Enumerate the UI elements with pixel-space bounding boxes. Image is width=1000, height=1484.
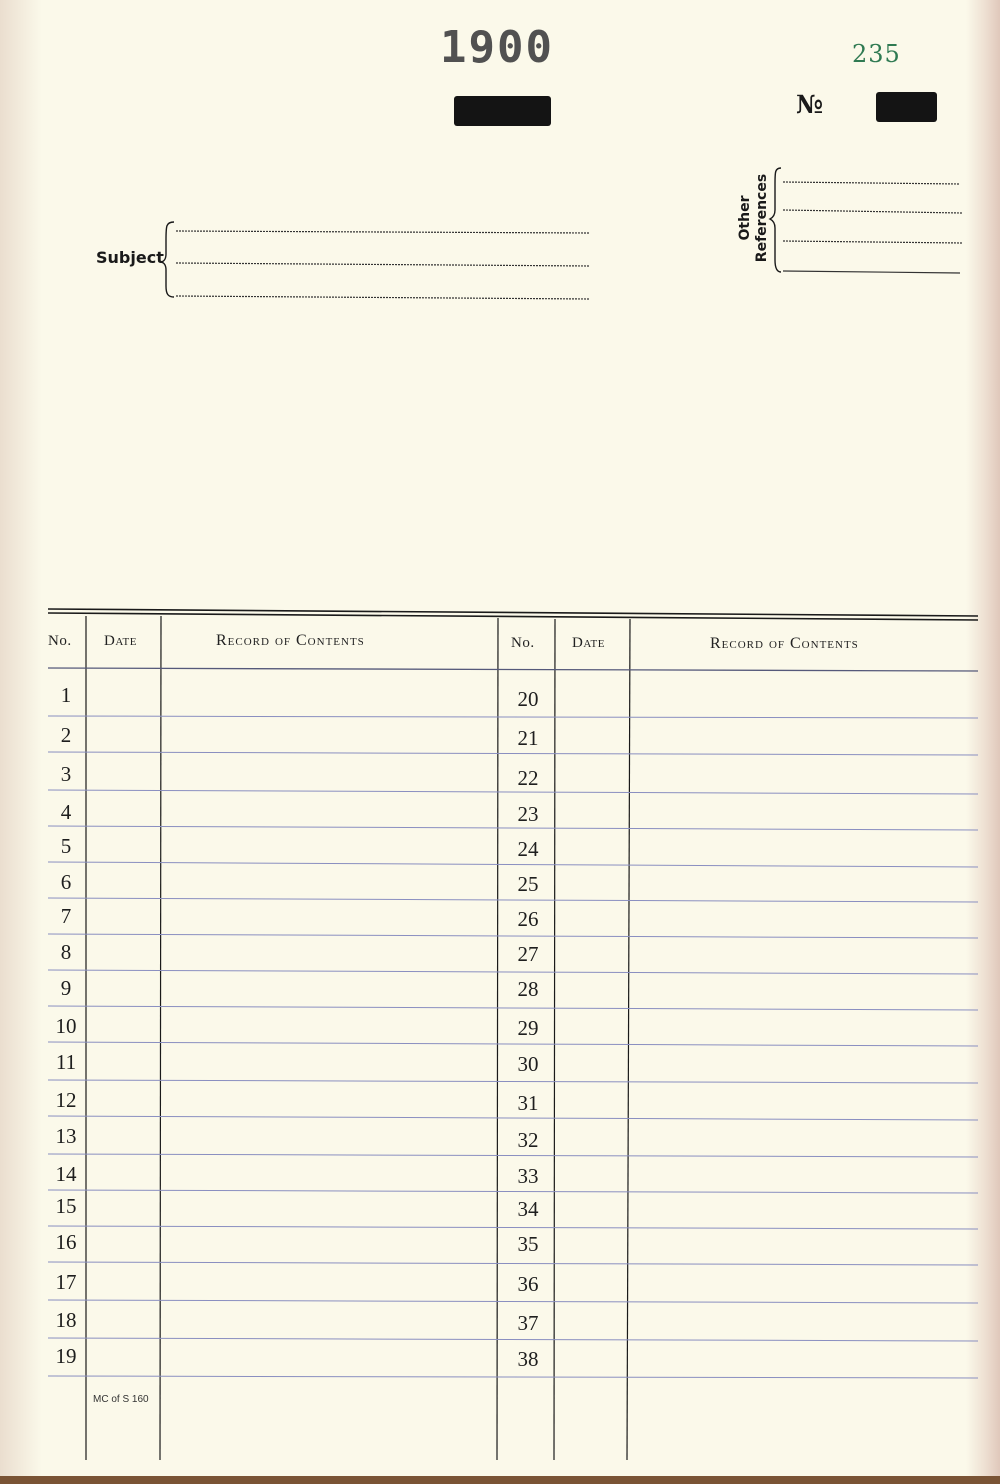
right-row-number: 20 (517, 687, 539, 711)
year-stamp: 1900 (440, 22, 554, 73)
reference-line-4[interactable] (783, 271, 960, 273)
number-label: № (796, 90, 824, 119)
right-no-header: No. (511, 635, 535, 651)
right-row-number: 27 (517, 942, 539, 966)
subject-brace (160, 222, 174, 297)
right-row-number: 31 (517, 1091, 539, 1115)
right-date-header: Date (572, 635, 605, 651)
ruled-row-line (48, 716, 978, 718)
ruled-row-line (48, 1116, 978, 1120)
subject-line-1[interactable] (176, 231, 590, 233)
left-row-number: 9 (60, 976, 72, 1000)
left-date-column-rule (160, 616, 161, 1460)
left-row-number: 1 (60, 683, 72, 707)
ruled-row-line (48, 1338, 978, 1341)
reference-line-1[interactable] (783, 182, 960, 184)
table-top-rule-1 (48, 609, 978, 616)
right-row-number: 29 (517, 1016, 539, 1040)
left-row-number: 3 (60, 762, 72, 786)
ruled-row-line (48, 1042, 978, 1046)
right-row-number: 21 (517, 726, 539, 750)
right-row-number: 28 (517, 977, 539, 1001)
right-row-number: 26 (517, 907, 539, 931)
file-number-stamp: 235 (852, 40, 901, 68)
right-row-number: 22 (517, 766, 539, 790)
left-row-number: 15 (55, 1194, 77, 1218)
ruled-row-line (48, 970, 978, 974)
reference-line-2[interactable] (783, 210, 962, 213)
right-row-number: 35 (517, 1232, 539, 1256)
right-row-number: 32 (517, 1128, 539, 1152)
ruled-row-line (48, 668, 978, 671)
middle-column-rule (497, 618, 498, 1460)
right-row-number: 33 (517, 1164, 539, 1188)
left-row-number: 5 (60, 834, 72, 858)
right-row-number: 23 (517, 802, 539, 826)
left-row-number: 18 (55, 1308, 77, 1332)
other-references-label-line2: References (754, 173, 770, 263)
ruled-row-line (48, 1226, 978, 1229)
left-row-number: 13 (55, 1124, 77, 1148)
ruled-row-line (48, 1376, 978, 1378)
right-row-number: 25 (517, 872, 539, 896)
right-row-number: 30 (517, 1052, 539, 1076)
right-row-number: 37 (517, 1311, 539, 1335)
ruled-row-line (48, 934, 978, 938)
ruled-row-line (48, 1262, 978, 1265)
left-row-number: 8 (60, 940, 72, 964)
subject-label: Subject (96, 248, 164, 267)
ruled-row-line (48, 1190, 978, 1193)
right-no-column-rule (554, 619, 555, 1460)
right-row-number: 38 (517, 1347, 539, 1371)
left-no-header: No. (48, 633, 72, 649)
ruled-row-line (48, 1154, 978, 1157)
table-top-rule-2 (48, 613, 978, 620)
right-row-number: 36 (517, 1272, 539, 1296)
ruled-row-line (48, 1300, 978, 1303)
print-code: MC of S 160 (93, 1394, 149, 1405)
left-row-number: 4 (60, 800, 72, 824)
subject-line-3[interactable] (176, 296, 590, 299)
ruled-row-line (48, 898, 978, 902)
ruled-row-line (48, 1080, 978, 1083)
subject-line-2[interactable] (176, 263, 590, 266)
left-record-header: Record of Contents (216, 632, 365, 649)
left-row-number: 6 (60, 870, 72, 894)
ruled-row-line (48, 1006, 978, 1010)
right-row-number: 34 (517, 1197, 539, 1221)
right-date-column-rule (627, 619, 630, 1460)
right-record-header: Record of Contents (710, 635, 859, 652)
left-row-number: 17 (55, 1270, 77, 1294)
paper-bottom-edge (0, 1476, 1000, 1484)
other-references-label-line1: Other (737, 195, 753, 241)
reference-line-3[interactable] (783, 241, 962, 243)
ruled-row-line (48, 752, 978, 755)
left-date-header: Date (104, 633, 137, 649)
left-row-number: 16 (55, 1230, 77, 1254)
other-references-brace (770, 168, 781, 272)
left-row-number: 12 (55, 1088, 77, 1112)
left-row-number: 7 (60, 904, 72, 928)
right-row-number: 24 (517, 837, 539, 861)
left-row-number: 19 (55, 1344, 77, 1368)
left-row-number: 11 (55, 1050, 77, 1074)
left-row-number: 10 (55, 1014, 77, 1038)
left-row-number: 2 (60, 723, 72, 747)
ruled-row-line (48, 862, 978, 867)
left-row-number: 14 (55, 1162, 77, 1186)
